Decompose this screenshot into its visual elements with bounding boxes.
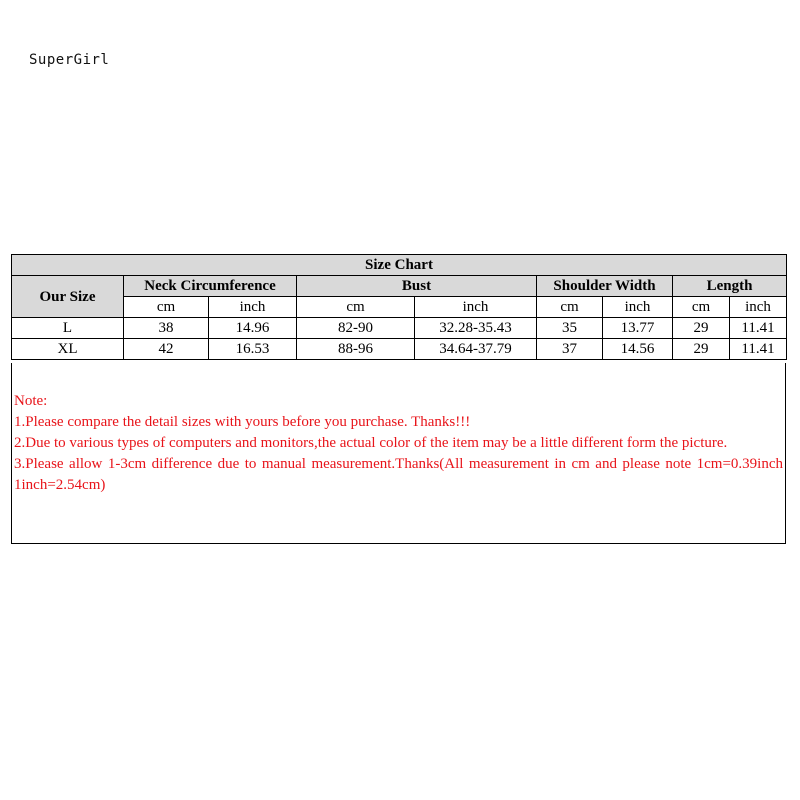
table-title-row: [12, 255, 787, 276]
table-cell: 29: [673, 318, 730, 339]
table-cell: 38: [124, 318, 209, 339]
table-group-header-row: [12, 276, 787, 297]
table-cell: 82-90: [297, 318, 415, 339]
table-row: [12, 339, 787, 360]
notes-content: [14, 391, 783, 496]
table-cell: 37: [537, 339, 603, 360]
table-title: Size Chart: [12, 255, 787, 276]
table-cell: 14.56: [603, 339, 673, 360]
table-cell: 14.96: [209, 318, 297, 339]
unit-header: cm: [673, 297, 730, 318]
bust-header: Bust: [297, 276, 537, 297]
unit-header: inch: [603, 297, 673, 318]
note-item: 2.Due to various types of computers and monitors,the actual color of the item may be a little different form the picture.: [14, 435, 728, 451]
size-cell: XL: [12, 339, 124, 360]
unit-header: inch: [209, 297, 297, 318]
notes-box: [11, 363, 786, 544]
unit-header: inch: [730, 297, 787, 318]
table-cell: 11.41: [730, 318, 787, 339]
notes-heading: Note:: [14, 393, 48, 409]
unit-header: cm: [297, 297, 415, 318]
length-header: Length: [673, 276, 787, 297]
unit-header: inch: [415, 297, 537, 318]
note-item: 3.Please allow 1-3cm difference due to manual measurement.Thanks(All measurement in cm and please note 1cm=0.39inch 1inch=2.54cm): [14, 456, 783, 493]
table-unit-header-row: [12, 297, 787, 318]
table-cell: 13.77: [603, 318, 673, 339]
table-cell: 16.53: [209, 339, 297, 360]
shoulder-width-header: Shoulder Width: [537, 276, 673, 297]
table-cell: 29: [673, 339, 730, 360]
neck-circumference-header: Neck Circumference: [124, 276, 297, 297]
table-cell: 34.64-37.79: [415, 339, 537, 360]
size-cell: L: [12, 318, 124, 339]
size-chart-table: [11, 254, 787, 360]
table-cell: 35: [537, 318, 603, 339]
brand-name: SuperGirl: [29, 52, 110, 68]
table-cell: 32.28-35.43: [415, 318, 537, 339]
table-cell: 11.41: [730, 339, 787, 360]
table-row: [12, 318, 787, 339]
unit-header: cm: [537, 297, 603, 318]
note-item: 1.Please compare the detail sizes with yours before you purchase. Thanks!!!: [14, 414, 471, 430]
unit-header: cm: [124, 297, 209, 318]
our-size-header: Our Size: [12, 276, 124, 318]
table-cell: 42: [124, 339, 209, 360]
table-cell: 88-96: [297, 339, 415, 360]
